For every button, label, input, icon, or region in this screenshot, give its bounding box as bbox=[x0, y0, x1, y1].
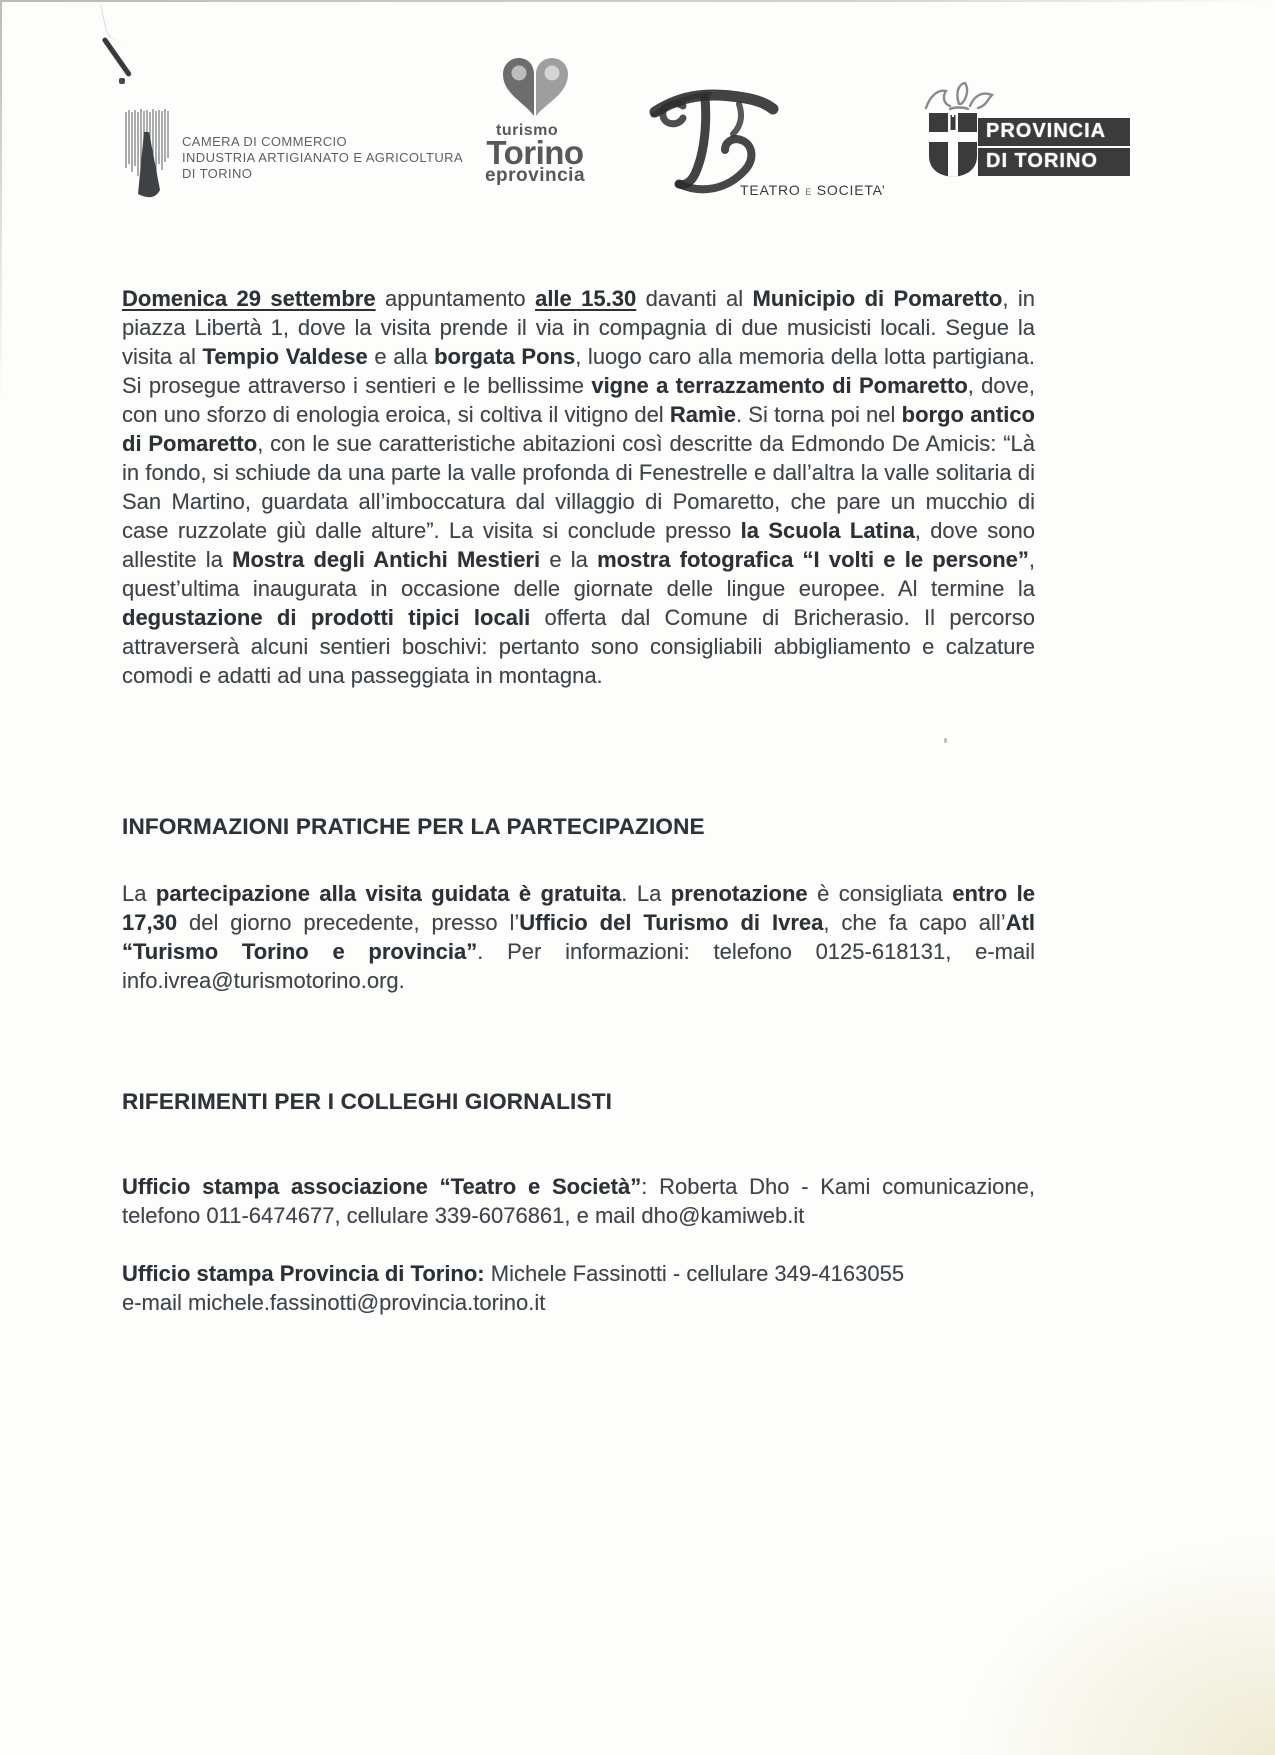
scan-speck bbox=[944, 738, 947, 743]
heart-pins-icon bbox=[500, 58, 570, 118]
camera-line-1: CAMERA DI COMMERCIO bbox=[182, 134, 348, 149]
scan-edge-top bbox=[0, 0, 1275, 2]
torino-wordmark: Torino bbox=[486, 134, 584, 171]
turismo-wordmark-small: turismo bbox=[496, 122, 559, 139]
eprovincia-wordmark: eprovincia bbox=[484, 165, 586, 186]
pen-mark bbox=[101, 37, 131, 78]
provincia-bar-2: DI TORINO bbox=[978, 148, 1130, 176]
caption-conjunction: E bbox=[805, 187, 813, 197]
teatro-societa-caption bbox=[740, 182, 886, 198]
camera-commercio-curtain-icon bbox=[124, 108, 170, 206]
camera-commercio-logo bbox=[124, 108, 463, 206]
info-paragraph: La partecipazione alla visita guidata è gratuita. La prenotazione è consigliata entro le 17,30 del giorno precedente, presso l’Ufficio del Turismo di Ivrea, che fa capo all’Atl “Turismo Torino e provincia”. Per informazioni: telefono 0125-618131, e-mail info.ivrea@turismotorino.org. bbox=[122, 881, 1036, 993]
turismo-torino-logo bbox=[470, 58, 600, 186]
camera-line-2: INDUSTRIA ARTIGIANATO E AGRICOLTURA bbox=[182, 150, 464, 165]
camera-commercio-text bbox=[182, 108, 463, 206]
shield-icon bbox=[928, 112, 978, 178]
caption-word-societa: SOCIETA’ bbox=[816, 182, 886, 198]
camera-line-3: DI TORINO bbox=[182, 166, 253, 181]
caption-word-teatro: TEATRO bbox=[740, 182, 801, 198]
provincia-name-bars bbox=[978, 118, 1130, 178]
section-heading-press: RIFERIMENTI PER I COLLEGHI GIORNALISTI bbox=[122, 1088, 613, 1114]
crown-icon bbox=[920, 80, 998, 114]
intro-paragraph: Domenica 29 settembre appuntamento alle 15.30 davanti al Municipio di Pomaretto, in piazza Libertà 1, dove la visita prende il via in compagnia di due musicisti locali. Segue la visita al Tempio Valdese e alla borgata Pons, luogo caro alla memoria della lotta partigiana. Si prosegue attraverso i sentieri e le bellissime vigne a terrazzamento di Pomaretto, dove, con uno sforzo di enologia eroica, si coltiva il vitigno del Ramìe. Si torna poi nel borgo antico di Pomaretto, con le sue caratteristiche abitazioni così descritte da Edmondo De Amicis: “Là in fondo, si schiude da una parte la valle profonda di Fenestrelle e dall’altra la valle solitaria di San Martino, guardata all’imboccatura dal villaggio di Pomaretto, che pare un mucchio di case ruzzolate giù dalle alture”. La visita si conclude presso la Scuola Latina, dove sono allestite la Mostra degli Antichi Mestieri e la mostra fotografica “I volti e le persone”, quest’ultima inaugurata in occasione delle giornate delle lingue europee. Al termine la degustazione di prodotti tipici locali offerta dal Comune di Bricherasio. Il percorso attraverserà alcuni sentieri boschivi: pertanto sono consigliabili abbigliamento e calzature comodi e adatti ad una passeggiata in montagna. bbox=[122, 286, 1036, 688]
provincia-bar-1: PROVINCIA bbox=[978, 118, 1130, 146]
pen-mark-tip bbox=[119, 78, 125, 84]
scan-corner-shadow bbox=[955, 1535, 1275, 1755]
teatro-societa-logo bbox=[648, 82, 886, 202]
press-contact-provincia: Ufficio stampa Provincia di Torino: Michele Fassinotti - cellulare 349-4163055 e-mail michele.fassinotti@provincia.torino.it bbox=[122, 1261, 905, 1315]
scan-edge-left bbox=[0, 2, 2, 402]
press-contact-teatro: Ufficio stampa associazione “Teatro e Società”: Roberta Dho - Kami comunicazione, telefono 011-6474677, cellulare 339-6076861, e mail dho@kamiweb.it bbox=[122, 1174, 1035, 1228]
section-heading-info: INFORMAZIONI PRATICHE PER LA PARTECIPAZIONE bbox=[122, 813, 705, 839]
